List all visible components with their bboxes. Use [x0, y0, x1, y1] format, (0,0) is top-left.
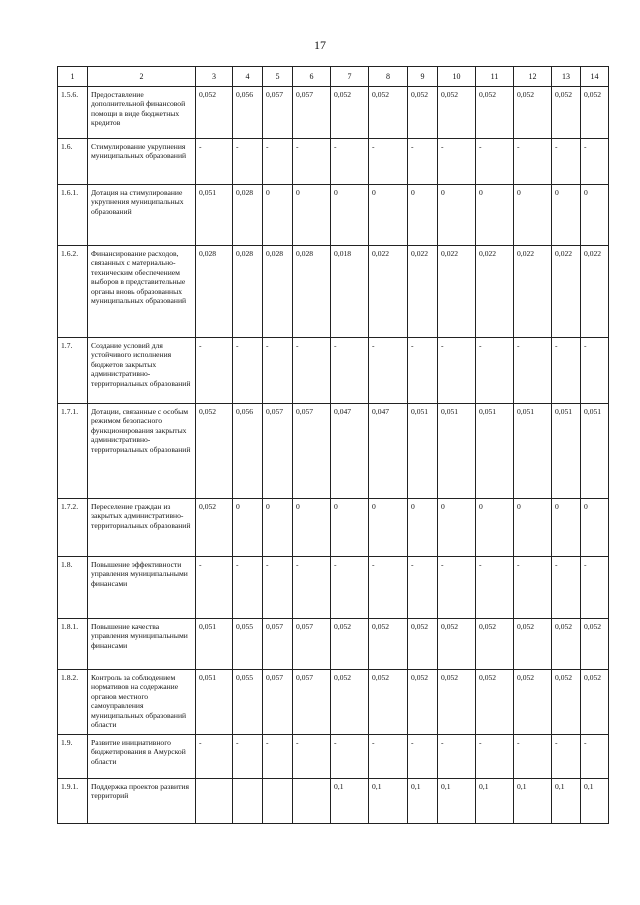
row-value: 0,022	[581, 246, 609, 338]
row-value: -	[408, 338, 438, 404]
column-header: 1	[58, 67, 88, 87]
row-value: 0	[438, 499, 476, 557]
row-value: 0,052	[476, 619, 514, 670]
column-header: 5	[263, 67, 293, 87]
row-name: Дотация на стимулирование укрупнения муниципальных образований	[88, 185, 196, 246]
row-value: 0	[438, 185, 476, 246]
row-value: -	[438, 338, 476, 404]
row-value: 0,022	[514, 246, 552, 338]
table-row	[58, 246, 609, 338]
table-row	[58, 779, 609, 824]
row-value: 0	[263, 185, 293, 246]
row-value: -	[331, 338, 369, 404]
column-header: 2	[88, 67, 196, 87]
row-value: 0,1	[408, 779, 438, 824]
column-header: 7	[331, 67, 369, 87]
row-code: 1.6.	[58, 139, 88, 185]
column-header: 14	[581, 67, 609, 87]
table-row	[58, 404, 609, 499]
row-value: -	[552, 735, 581, 779]
row-value: 0,052	[476, 87, 514, 139]
row-value: -	[196, 139, 233, 185]
row-value: 0,051	[196, 185, 233, 246]
row-value: -	[581, 338, 609, 404]
row-value	[233, 779, 263, 824]
table-row	[58, 499, 609, 557]
row-value: 0,052	[438, 619, 476, 670]
row-value: 0,1	[438, 779, 476, 824]
row-value: -	[514, 557, 552, 619]
row-value: 0,052	[581, 670, 609, 735]
row-value: -	[293, 139, 331, 185]
row-name: Предоставление дополнительной финансовой помощи в виде бюджетных кредитов	[88, 87, 196, 139]
row-value: -	[438, 557, 476, 619]
row-value: 0,052	[369, 619, 408, 670]
row-value: -	[233, 735, 263, 779]
row-value: 0,051	[438, 404, 476, 499]
row-value: 0	[581, 185, 609, 246]
row-value: -	[369, 557, 408, 619]
table-row	[58, 670, 609, 735]
row-value: 0,051	[408, 404, 438, 499]
row-value: 0,057	[263, 87, 293, 139]
row-name: Создание условий для устойчивого исполнения бюджетов закрытых административно-территориальных образований	[88, 338, 196, 404]
row-value: 0,052	[196, 499, 233, 557]
row-value: 0,052	[552, 619, 581, 670]
row-value: -	[263, 139, 293, 185]
row-value: -	[293, 557, 331, 619]
row-code: 1.8.1.	[58, 619, 88, 670]
row-value: -	[331, 557, 369, 619]
column-header: 13	[552, 67, 581, 87]
row-value: 0,028	[293, 246, 331, 338]
row-name: Стимулирование укрупнения муниципальных образований	[88, 139, 196, 185]
row-name: Контроль за соблюдением нормативов на содержание органов местного самоуправления муниципальных образований области	[88, 670, 196, 735]
row-value	[263, 779, 293, 824]
row-value: 0,052	[331, 670, 369, 735]
row-code: 1.6.2.	[58, 246, 88, 338]
row-value: -	[263, 557, 293, 619]
row-value: 0	[581, 499, 609, 557]
row-value: 0,052	[408, 670, 438, 735]
row-value: 0,051	[514, 404, 552, 499]
row-value: -	[408, 139, 438, 185]
row-value: 0,052	[369, 670, 408, 735]
page-number: 17	[314, 38, 326, 52]
row-value: 0,052	[408, 619, 438, 670]
row-value: 0	[552, 499, 581, 557]
row-code: 1.7.1.	[58, 404, 88, 499]
row-value: 0,052	[514, 670, 552, 735]
row-value: 0,028	[233, 246, 263, 338]
row-value: 0,051	[476, 404, 514, 499]
row-value: 0,057	[263, 619, 293, 670]
row-value: 0,028	[263, 246, 293, 338]
row-value: 0,052	[438, 670, 476, 735]
table-row	[58, 185, 609, 246]
table-row	[58, 735, 609, 779]
row-value: -	[293, 735, 331, 779]
row-code: 1.9.1.	[58, 779, 88, 824]
row-value: 0	[476, 499, 514, 557]
row-value: 0	[331, 185, 369, 246]
row-value: 0,018	[331, 246, 369, 338]
row-value: 0,052	[408, 87, 438, 139]
row-value: 0,057	[263, 670, 293, 735]
row-value: -	[581, 557, 609, 619]
row-name: Повышение качества управления муниципальными финансами	[88, 619, 196, 670]
row-value: 0,056	[233, 404, 263, 499]
row-value: 0,052	[514, 87, 552, 139]
row-value: -	[263, 338, 293, 404]
row-value: 0	[233, 499, 263, 557]
row-value: 0,052	[369, 87, 408, 139]
row-value: -	[514, 139, 552, 185]
row-value: 0	[408, 499, 438, 557]
column-header: 11	[476, 67, 514, 87]
row-value: 0,1	[476, 779, 514, 824]
row-code: 1.8.2.	[58, 670, 88, 735]
row-code: 1.5.6.	[58, 87, 88, 139]
row-value: 0,052	[552, 670, 581, 735]
indicators-table	[57, 66, 609, 824]
row-code: 1.7.2.	[58, 499, 88, 557]
row-value: 0,057	[293, 404, 331, 499]
row-value: 0	[331, 499, 369, 557]
row-code: 1.6.1.	[58, 185, 88, 246]
row-value: 0,055	[233, 619, 263, 670]
row-name: Переселение граждан из закрытых административно-территориальных образований	[88, 499, 196, 557]
row-value: 0,051	[552, 404, 581, 499]
row-name: Дотации, связанные с особым режимом безопасного функционирования закрытых административно-территориальных образований	[88, 404, 196, 499]
column-header: 10	[438, 67, 476, 87]
row-value: 0,057	[293, 619, 331, 670]
row-name: Развитие инициативного бюджетирования в Амурской области	[88, 735, 196, 779]
row-name: Финансирование расходов, связанных с материально-техническим обеспечением выборов в представительные органы вновь образованных муниципальных образований	[88, 246, 196, 338]
table-row	[58, 557, 609, 619]
row-value: 0,051	[196, 619, 233, 670]
row-value	[293, 779, 331, 824]
row-name: Повышение эффективности управления муниципальными финансами	[88, 557, 196, 619]
row-value: -	[408, 735, 438, 779]
row-code: 1.7.	[58, 338, 88, 404]
row-value: 0	[476, 185, 514, 246]
table-row	[58, 139, 609, 185]
row-value: 0,052	[331, 619, 369, 670]
row-value: 0	[293, 499, 331, 557]
row-value: 0,057	[293, 670, 331, 735]
row-value: -	[581, 735, 609, 779]
row-value: -	[369, 338, 408, 404]
table-row	[58, 619, 609, 670]
row-value: 0,022	[438, 246, 476, 338]
row-value: 0,051	[196, 670, 233, 735]
row-value: 0,052	[331, 87, 369, 139]
row-value: -	[552, 557, 581, 619]
row-value: -	[293, 338, 331, 404]
table-row	[58, 87, 609, 139]
row-value: 0,056	[233, 87, 263, 139]
row-value: 0,052	[196, 404, 233, 499]
row-value: 0,052	[514, 619, 552, 670]
row-value: 0,028	[233, 185, 263, 246]
row-value: 0,052	[552, 87, 581, 139]
row-value: -	[552, 139, 581, 185]
row-value: -	[476, 735, 514, 779]
row-value: 0,1	[514, 779, 552, 824]
row-value: 0,1	[552, 779, 581, 824]
row-value: 0	[514, 185, 552, 246]
column-header: 8	[369, 67, 408, 87]
row-value: 0,057	[293, 87, 331, 139]
row-value: 0,055	[233, 670, 263, 735]
row-value: 0,022	[476, 246, 514, 338]
row-value: -	[196, 557, 233, 619]
column-header: 12	[514, 67, 552, 87]
row-value: -	[476, 338, 514, 404]
row-value	[196, 779, 233, 824]
row-value: 0	[369, 185, 408, 246]
row-value: -	[369, 735, 408, 779]
row-value: 0,052	[438, 87, 476, 139]
row-value: -	[438, 735, 476, 779]
row-value: -	[581, 139, 609, 185]
row-value: 0	[369, 499, 408, 557]
row-value: -	[514, 338, 552, 404]
row-value: 0	[263, 499, 293, 557]
row-value: 0	[293, 185, 331, 246]
row-value: 0,052	[581, 619, 609, 670]
row-value: -	[408, 557, 438, 619]
row-value: 0,052	[581, 87, 609, 139]
row-value: 0,057	[263, 404, 293, 499]
row-value: -	[233, 338, 263, 404]
row-name: Поддержка проектов развития территорий	[88, 779, 196, 824]
row-value: 0	[552, 185, 581, 246]
row-value: -	[196, 735, 233, 779]
row-value: 0,022	[369, 246, 408, 338]
row-value: -	[263, 735, 293, 779]
row-value: -	[438, 139, 476, 185]
row-code: 1.9.	[58, 735, 88, 779]
row-value: -	[233, 557, 263, 619]
row-value: 0,022	[408, 246, 438, 338]
row-value: -	[514, 735, 552, 779]
column-header: 4	[233, 67, 263, 87]
row-value: -	[476, 557, 514, 619]
row-value: 0	[514, 499, 552, 557]
row-value: -	[196, 338, 233, 404]
row-value: 0,022	[552, 246, 581, 338]
row-value: -	[331, 735, 369, 779]
row-value: -	[476, 139, 514, 185]
row-value: 0,047	[369, 404, 408, 499]
column-header: 3	[196, 67, 233, 87]
row-value: 0,1	[331, 779, 369, 824]
table-header-row	[58, 67, 609, 87]
row-value: 0,047	[331, 404, 369, 499]
row-value: 0,1	[581, 779, 609, 824]
row-value: -	[552, 338, 581, 404]
row-value: 0,028	[196, 246, 233, 338]
row-value: 0,052	[196, 87, 233, 139]
row-value: 0,052	[476, 670, 514, 735]
row-value: -	[331, 139, 369, 185]
column-header: 6	[293, 67, 331, 87]
row-value: 0,051	[581, 404, 609, 499]
row-value: -	[369, 139, 408, 185]
row-value: -	[233, 139, 263, 185]
table-row	[58, 338, 609, 404]
row-value: 0,1	[369, 779, 408, 824]
row-code: 1.8.	[58, 557, 88, 619]
row-value: 0	[408, 185, 438, 246]
column-header: 9	[408, 67, 438, 87]
